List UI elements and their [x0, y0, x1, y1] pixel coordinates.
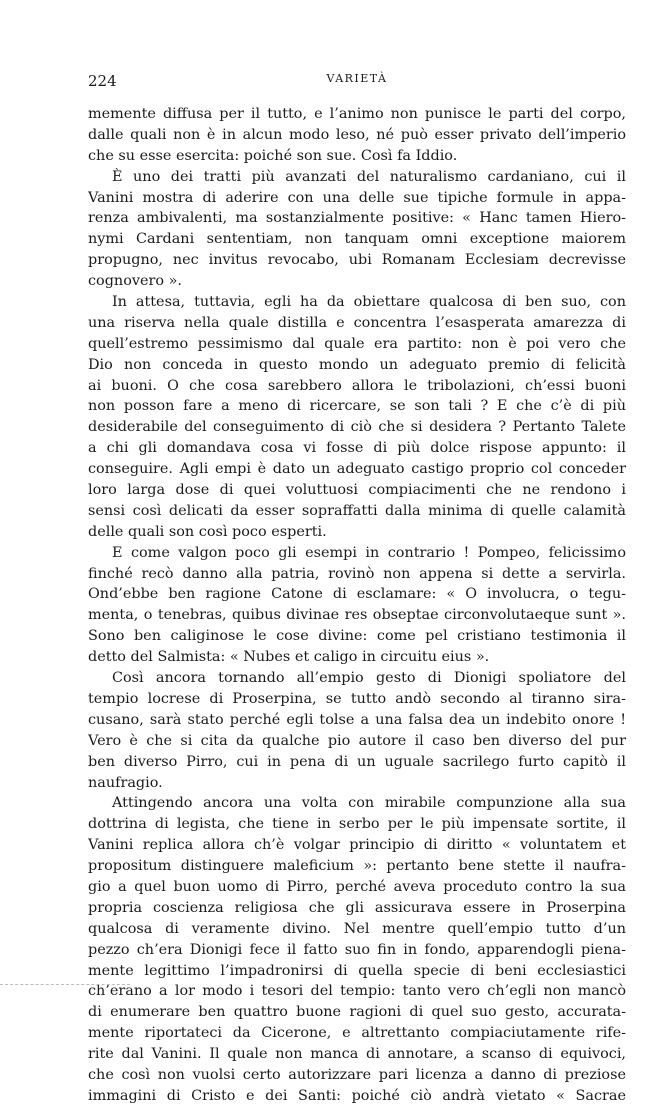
text-line: a chi gli domandava cosa vi fosse di più dolce rispose appunto: il — [88, 440, 626, 457]
text-line: memente diffusa per il tutto, e l’animo non punisce le parti del corpo, — [88, 106, 626, 122]
text-line: tempio locrese di Proserpina, se tutto andò secondo al tiranno sira- — [88, 690, 626, 707]
text-line: propria coscienza religiosa che gli assicurava essere in Proserpina — [88, 899, 626, 916]
text-line: dottrina di legista, che tiene in serbo per le più impensate sortite, il — [88, 816, 626, 833]
text-line: non posson fare a meno di ricercare, se son tali ? E che c’è di più — [88, 398, 626, 415]
text-line: renza ambivalenti, ma sostanzialmente positive: « Hanc tamen Hiero- — [88, 210, 626, 227]
text-line: menta, o tenebras, quibus divinae res obseptae circonvolutaeque sunt ». — [88, 607, 626, 624]
text-line: Vanini replica allora ch’è volgar principio di diritto « voluntatem et — [88, 837, 626, 854]
text-line: E come valgon poco gli esempi in contrario ! Pompeo, felicissimo — [112, 544, 626, 561]
text-line: conseguire. Agli empi è dato un adeguato castigo proprio col conceder — [88, 461, 626, 478]
text-line: È uno dei tratti più avanzati del naturalismo cardaniano, cui il — [112, 168, 626, 185]
text-line: propugno, nec invitus revocabo, ubi Romanam Ecclesiam decrevisse — [88, 252, 626, 269]
text-line: nymi Cardani sententiam, non tanquam omni exceptione maiorem — [88, 231, 626, 248]
text-line: mente legittimo l’impadronirsi di quella specie di beni ecclesiastici — [88, 962, 626, 979]
text-line: dalle quali non è in alcun modo leso, né può esser privato dell’imperio — [88, 126, 626, 143]
scan-edge-mark — [0, 984, 130, 985]
text-line: quell’estremo pessimismo dal quale era partito: non è poi vero che — [88, 335, 626, 352]
text-line: In attesa, tuttavia, egli ha da obiettare qualcosa di ben suo, con — [112, 294, 626, 311]
text-line: Attingendo ancora una volta con mirabile compunzione alla sua — [112, 795, 626, 812]
text-line: naufragio. — [88, 774, 163, 791]
text-line: qualcosa di veramente divino. Nel mentre quell’empio tutto d’un — [88, 920, 626, 937]
text-line: ben diverso Pirro, cui in pena di un uguale sacrilego furto capitò il — [88, 753, 626, 770]
page-number: 224 — [88, 72, 117, 90]
text-line: detto del Salmista: « Nubes et caligo in circuitu eius ». — [88, 649, 490, 666]
text-line: Ond’ebbe ben ragione Catone di esclamare: « O involucra, o tegu- — [88, 586, 626, 603]
text-line: Così ancora tornando all’empio gesto di Dionigi spoliatore del — [112, 670, 626, 687]
text-line: desiderabile del conseguimento di ciò che si desidera ? Pertanto Talete — [88, 419, 626, 436]
text-line: ai buoni. O che cosa sarebbero allora le tribolazioni, ch’essi buoni — [88, 377, 626, 394]
text-line: rite dal Vanini. Il quale non manca di annotare, a scanso di equivoci, — [88, 1046, 626, 1063]
text-line: che così non vuolsi certo autorizzare pari licenza a danno di preziose — [88, 1066, 626, 1083]
text-line: finché recò danno alla patria, rovinò non appena si dette a servirla. — [88, 565, 626, 582]
page-header — [88, 68, 626, 92]
text-line: loro larga dose di quei voluttuosi compiacimenti che ne rendono i — [88, 482, 626, 499]
text-line: pezzo ch’era Dionigi fece il fatto suo fin in fondo, apparendogli piena- — [88, 941, 626, 958]
text-line: propositum distinguere maleficium »: pertanto bene stette il naufra- — [88, 858, 626, 875]
text-line: di enumerare ben quattro buone ragioni di quel suo gesto, accurata- — [88, 1004, 626, 1021]
text-line: sensi così delicati da esser sopraffatti dalla minima di quelle calamità — [88, 502, 626, 519]
text-line: Vero è che si cita da qualche pio autore il caso ben diverso del pur — [88, 732, 626, 749]
text-line: ch’erano a lor modo i tesori del tempio: tanto vero ch’egli non mancò — [88, 983, 626, 1000]
text-line: cusano, sarà stato perché egli tolse a una falsa dea un indebito onore ! — [88, 711, 626, 728]
book-page — [88, 68, 626, 1107]
text-line: Sono ben caliginose le cose divine: come pel cristiano testimonia il — [88, 628, 626, 645]
text-line: Dio non conceda in questo mondo un adeguato premio di felicità — [88, 356, 626, 373]
text-line: Vanini mostra di aderire con una delle sue tipiche formule in appa- — [88, 189, 626, 206]
text-line: che su esse esercita: poiché son sue. Così fa Iddio. — [88, 147, 458, 164]
text-line: gio a quel buon uomo di Pirro, perché aveva proceduto contro la sua — [88, 878, 626, 895]
text-line: una riserva nella quale distilla e concentra l’esasperata amarezza di — [88, 314, 626, 331]
text-line: cognovero ». — [88, 273, 183, 290]
body-text — [88, 104, 626, 1107]
text-line: immagini di Cristo e dei Santi: poiché ciò andrà vietato « Sacrae — [88, 1087, 626, 1104]
text-line: mente riportateci da Cicerone, e altrettanto compiaciutamente rife- — [88, 1025, 626, 1042]
running-head: VARIETÀ — [326, 72, 388, 85]
text-line: delle quali son così poco esperti. — [88, 523, 327, 540]
